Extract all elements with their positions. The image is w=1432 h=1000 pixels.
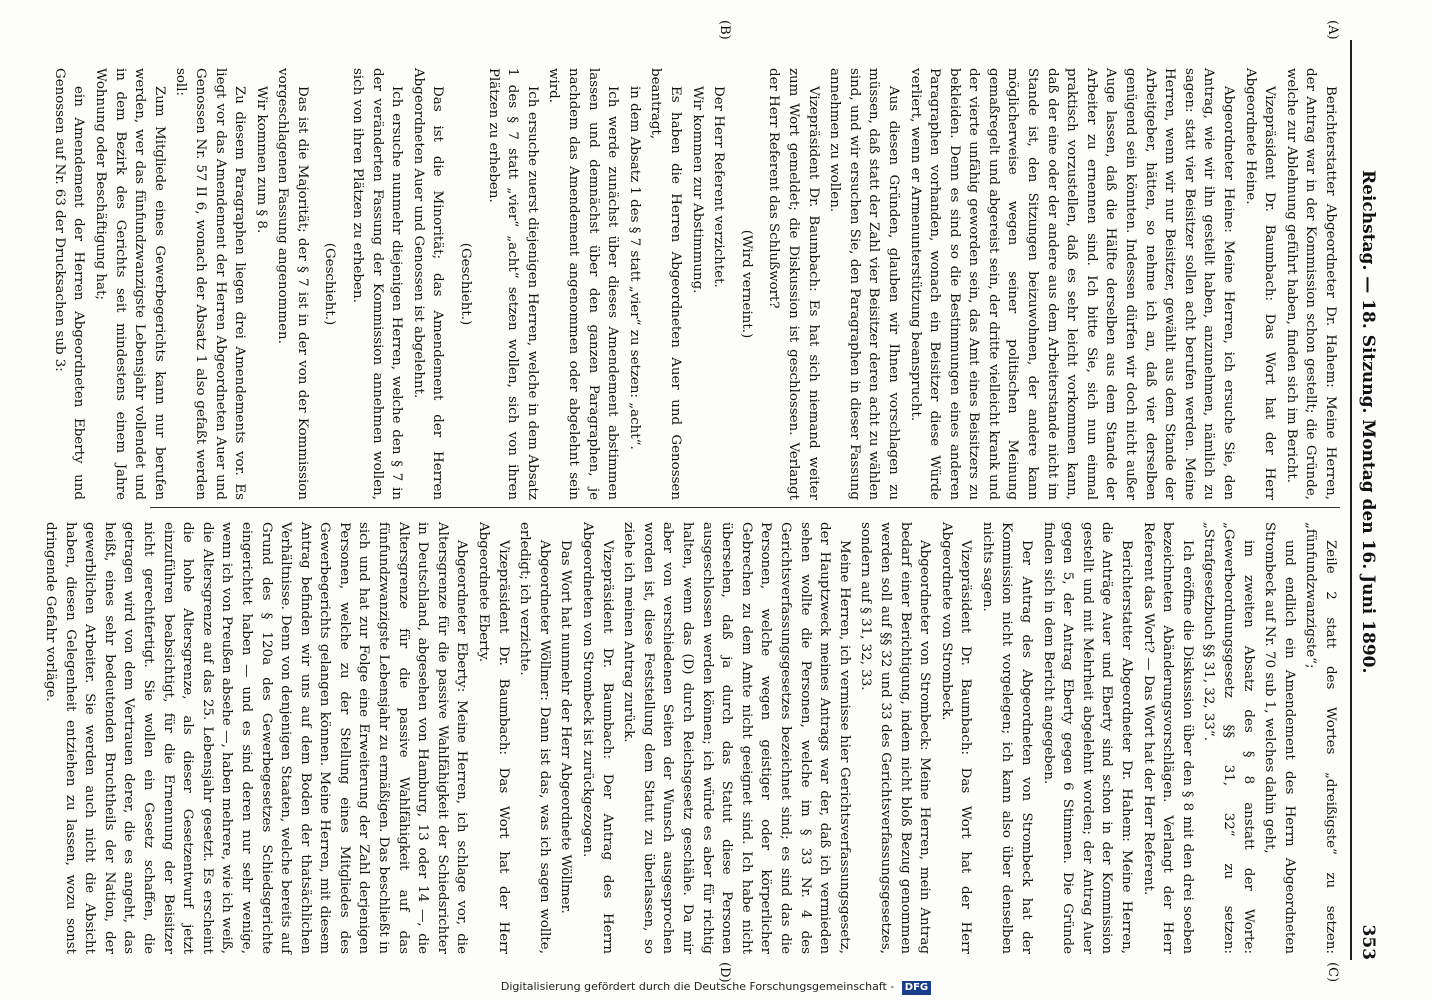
paragraph: in dem Absatz 1 des § 7 statt „vier“ zu setzen: „acht“. xyxy=(626,86,642,450)
paragraph: Ich ersuche zuerst diejenigen Herren, welche in dem Absatz 1 des § 7 statt „vier“ „acht“ setzen wollen, sich von ihren Plätzen zu erheben. xyxy=(485,68,540,500)
paragraph: Abgeordneter Heine: Meine Herren, ich ersuche Sie, den Antrag, wie wir ihn gestellt haben, anzunehmen, nämlich zu sagen: statt vier Beisitzer sollen acht berufen werden. Meine Herren, wenn wir nur Beisitzer, gewählt aus dem Stande der Arbeitgeber, hätten, so nehme ich an, daß vier derselben genügend sein könnten. Indessen dürfen wir doch nicht außer Auge lassen, daß die Hälfte derselben aus dem Stande der Arbeiter zu ernennen sind. Ich bitte Sie, sich nun einmal praktisch vorzustellen, daß es sehr leicht vorkommen kann, daß der eine oder der andere aus dem Arbeiterstande nicht im Stande ist, den Sitzungen beizuwohnen, der andere kann möglicherweise wegen seiner politischen Meinung gemaßregelt und abgereist sein, der dritte vielleicht krank und der vierte unfähig geworden sein, das Amt eines Beisitzers zu bekleiden. Denn es sind so die Bestimmungen eines anderen Paragraphen vorhanden, wonach ein Beisitzer diese Würde verliert, wenn er Armenunterstützung beansprucht. xyxy=(907,68,1237,500)
paragraph: ein Amendement der Herren Abgeordneten Eberty und Genossen auf Nr. 63 der Drucksachen sub 3: xyxy=(51,68,87,500)
page-header xyxy=(1350,40,1380,960)
paragraph: Berichterstatter Abgeordneter Dr. Hahem: Meine Herren, die Anträge Auer und Eberty sind schon in der Kommission gestellt und mit Mehrheit abgelehnt worden; der Antrag Auer gegen 5, der Antrag Eberty gegen 6 Stimmen. Die Gründe finden sich in dem Bericht angegeben. xyxy=(1040,522,1135,954)
margin-marker-a: (A) xyxy=(1325,20,1340,40)
paragraph: Abgeordneter Eberty: Meine Herren, ich schlage vor, die Altersgrenze für die passive Wahlfähigkeit der Schiedsrichter in Deutschland, abgesehen von Hamburg, 13 oder 14 —, die Altersgrenze für die passive Wahlfähigkeit auf das fünfundzwanzigste Lebensjahr zu ermäßigen. Das beschließt in sich und hat zur Folge eine Erweiterung der Zahl derjenigen Personen, welche zu der Stellung eines Mitgliedes des Gewerbegerichts gelangen können. Meine Herren, mit diesem Antrag befinden wir uns auf dem Boden der thatsächlichen Verhältnisse. Denn von denjenigen Staaten, welche bereits auf Grund des § 120a des Gewerbegesetzes Schiedsgerichte eingerichtet haben — und es sind deren nur sehr wenige, wenn ich von Preußen absehe —, haben mehrere, wie ich weiß, die Altersgrenze auf das 25. Lebensjahr gesetzt. Es erscheint die hohe Altersgrenze, als dieser Gesetzentwurf jetzt einzuführen beabsichtigt, für die Ernennung der Beisitzer nicht gerechtfertigt. Sie wollen ein Gesetz schaffen, die getragen wird von dem Vertrauen derer, die es angeht, das heißt, eines sehr bedeutenden Bruchtheils der Nation, der gewerblichen Arbeiter. Sie werden auch nicht die Absicht haben, diesen Gelegenheit entziehen zu lassen, wozu sonst dringende Gefahr vorläge. xyxy=(43,522,470,954)
paragraph: Es haben die Herren Abgeordneten Auer und Genossen beantragt, xyxy=(648,68,683,500)
stage-direction: (Wird verneint.) xyxy=(738,229,754,339)
paragraph: Vizepräsident Dr. Baumbach: Es hat sich niemand weiter zum Wort gemeldet; die Diskussion ist geschlossen. Verlangt der Herr Referent das Schlußwort? xyxy=(766,68,821,500)
page-number: 353 xyxy=(1358,924,1378,960)
paragraph: Zeile 2 statt des Wortes „dreißigste“ zu setzen: „fünfundzwanzigste“; xyxy=(1303,522,1338,954)
paragraph: Zum Mitgliede eines Gewerbegerichts kann nur berufen werden, wer das fünfundzwanzigste Lebensjahr vollendet und in dem Bezirk des Gerichts seit mindestens einem Jahre Wohnung oder Beschäftigung hat; xyxy=(92,68,167,500)
stage-direction: (Geschieht.) xyxy=(458,242,474,326)
paragraph: Das ist die Majorität; der § 7 ist in der von der Kommission vorgeschlagenen Fassung angenommen. xyxy=(275,68,310,500)
page-header-title: Reichstag. — 18. Sitzung. Montag den 16. Juni 1890. xyxy=(1358,170,1378,674)
paragraph: Das ist die Minorität; das Amendement der Herren Abgeordneten Auer und Genossen ist abgelehnt. xyxy=(410,68,446,500)
paragraph: Vizepräsident Dr. Baumbach: Das Wort hat der Herr Abgeordnete Heine. xyxy=(1242,68,1278,500)
paragraph: Das Wort hat nunmehr der Herr Abgeordnete Wöllmer. xyxy=(558,540,574,914)
paragraph: Abgeordneter Wöllmer: Dann ist das, was ich sagen wollte, erledigt; ich verzichte. xyxy=(517,522,552,954)
stage-direction: (Geschieht.) xyxy=(322,242,338,326)
margin-marker-d: (D) xyxy=(717,962,732,983)
paragraph: Zu diesem Paragraphen liegen drei Amendements vor. Es liegt vor das Amendement der Herren Abgeordneten Auer und Genossen Nr. 57 II 6, wonach der Absatz 1 also gefaßt werden soll: xyxy=(173,68,248,500)
paragraph: Vizepräsident Dr. Baumbach: Das Wort hat der Herr Abgeordnete von Strombeck. xyxy=(938,522,974,954)
left-text-column xyxy=(47,68,1340,500)
paragraph: im zweiten Absatz des § 8 anstatt der Worte: „Gewerbeordnungsgesetz §§ 31, 32“ zu setzen: „Strafgesetzbuch §§ 31, 32, 33“. xyxy=(1201,522,1256,954)
paragraph: Der Herr Referent verzichtet. xyxy=(711,86,727,288)
paragraph: und endlich ein Amendement des Herrn Abgeordneten Strombeck auf Nr. 70 sub 1, welches dahin geht, xyxy=(1262,522,1297,954)
paragraph: Ich werde zunächst über dieses Amendement abstimmen lassen und demnächst über den ganzen Paragraphen, je nachdem das Amendement angenommen oder abgelehnt sein wird. xyxy=(546,68,621,500)
column-divider xyxy=(150,507,1340,508)
paragraph: Berichterstatter Abgeordneter Dr. Hahem: Meine Herren, der Antrag war in der Kommission schon gestellt; die Gründe, welche zur Ablehnung geführt haben, finden sich im Bericht. xyxy=(1283,68,1338,500)
paragraph: Der Antrag des Abgeordneten von Strombeck hat der Kommission nicht vorgelegen; ich kann also über denselben nichts sagen. xyxy=(979,522,1035,954)
paragraph: Vizepräsident Dr. Baumbach: Der Antrag des Herrn Abgeordneten von Strombeck ist zurückgezogen. xyxy=(580,522,615,954)
paragraph: Aus diesen Gründen, glauben wir Ihnen vorschlagen zu müssen, daß statt der Zahl vier Beisitzer deren acht zu wählen sind, und wir ersuchen Sie, den Paragraphen in dieser Fassung annehmen zu wollen. xyxy=(827,68,901,500)
margin-marker-c: (C) xyxy=(1325,962,1340,983)
margin-marker-b: (B) xyxy=(717,20,732,40)
paragraph: Ich eröffne die Diskussion über den § 8 mit den drei soeben bezeichneten Abänderungsvorschlägen. Verlangt der Herr Referent das Wort? — Das Wort hat der Herr Referent. xyxy=(1140,522,1195,954)
dfg-logo: DFG xyxy=(902,981,931,995)
page-footer xyxy=(0,974,1432,1000)
paragraph: Wir kommen zum § 8. xyxy=(253,86,269,234)
paragraph: Vizepräsident Dr. Baumbach: Das Wort hat der Herr Abgeordnete Eberty. xyxy=(476,522,511,954)
paragraph: Meine Herren, ich vermisse hier Gerichtsverfassungsgesetz, der Hauptzweck meines Antrags war der, daß ich vermieden sehen wollte die Personen, welche im § 33 Nr. 4 des Gerichtsverfassungsgesetzes bezeichnet sind; es sind das die Personen, welche wegen geistiger oder körperlicher Gebrechen zu dem Amte nicht geeignet sind. Ich habe nicht übersehen, daß ja durch das Statut diese Personen ausgeschlossen werden können; ich würde es aber für richtig halten, wenn das (D) durch Reichsgesetz geschähe. Da mir aber von verschiedenen Seiten der Wunsch ausgesprochen worden ist, diese Feststellung dem Statut zu überlassen, so ziehe ich meinen Antrag zurück. xyxy=(621,522,852,954)
paragraph: Abgeordneter von Strombeck: Meine Herren, mein Antrag bedarf einer Berichtigung, indem nicht bloß Bezug genommen werden soll auf §§ 32 und 33 des Gerichtsverfassungsgesetzes, sondern auf § 31, 32, 33. xyxy=(858,522,933,954)
footer-text: Digitalisierung gefördert durch die Deutsche Forschungsgemeinschaft - xyxy=(500,980,895,993)
paragraph: Wir kommen zur Abstimmung. xyxy=(689,86,705,294)
paragraph: Ich ersuche nunmehr diejenigen Herren, welche den § 7 in der veränderten Fassung der Kommission annehmen wollen, sich von ihren Plätzen zu erheben. xyxy=(350,68,405,500)
right-text-column xyxy=(38,522,1340,954)
